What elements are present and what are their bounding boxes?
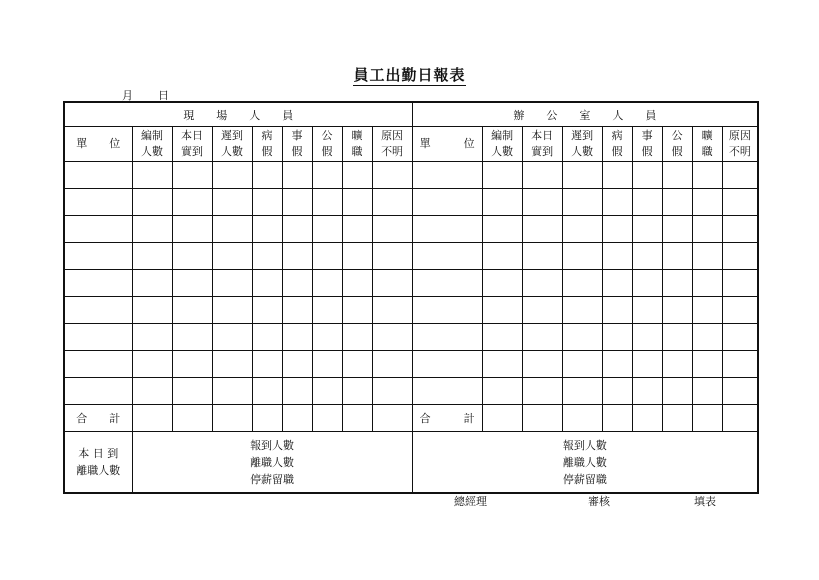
entry-cell[interactable] [282, 378, 312, 405]
col-present: 本日 實到 [172, 127, 212, 162]
entry-cell[interactable] [412, 270, 482, 297]
col-absent-office: 曠 職 [692, 127, 722, 162]
total-cell[interactable] [342, 405, 372, 432]
entry-cell[interactable] [172, 243, 212, 270]
total-cell[interactable] [692, 405, 722, 432]
entry-cell[interactable] [662, 378, 692, 405]
entry-cell[interactable] [64, 243, 132, 270]
entry-cell[interactable] [562, 216, 602, 243]
entry-cell[interactable] [372, 189, 412, 216]
entry-cell[interactable] [632, 243, 662, 270]
entry-cell[interactable] [562, 243, 602, 270]
col-personal-leave-office: 事 假 [632, 127, 662, 162]
total-cell[interactable] [632, 405, 662, 432]
entry-cell[interactable] [212, 162, 252, 189]
entry-cell[interactable] [252, 189, 282, 216]
table-row [64, 189, 758, 216]
entry-cell[interactable] [602, 216, 632, 243]
col-official-leave: 公 假 [312, 127, 342, 162]
note-suspended: 停薪留職 [250, 472, 295, 486]
entry-cell[interactable] [212, 189, 252, 216]
entry-cell[interactable] [562, 270, 602, 297]
table-row [64, 270, 758, 297]
entry-cell[interactable] [312, 324, 342, 351]
entry-cell[interactable] [282, 270, 312, 297]
entry-cell[interactable] [562, 378, 602, 405]
note-reported: 報到人數 [562, 438, 607, 452]
entry-cell[interactable] [172, 270, 212, 297]
entry-cell[interactable] [562, 162, 602, 189]
entry-cell[interactable] [662, 216, 692, 243]
entry-cell[interactable] [602, 378, 632, 405]
col-present-office: 本日 實到 [522, 127, 562, 162]
entry-cell[interactable] [482, 297, 522, 324]
date-month-label: 月 [122, 89, 133, 102]
entry-cell[interactable] [252, 162, 282, 189]
entry-cell[interactable] [312, 378, 342, 405]
entry-cell[interactable] [522, 351, 562, 378]
entry-cell[interactable] [602, 297, 632, 324]
entry-cell[interactable] [412, 243, 482, 270]
signature-filler: 填表 [694, 495, 716, 508]
entry-cell[interactable] [692, 297, 722, 324]
entry-cell[interactable] [252, 324, 282, 351]
entry-cell[interactable] [64, 297, 132, 324]
entry-cell[interactable] [64, 162, 132, 189]
total-label-office: 合 計 [412, 405, 482, 432]
entry-cell[interactable] [372, 216, 412, 243]
col-absent: 曠 職 [342, 127, 372, 162]
col-headcount: 編制 人數 [132, 127, 172, 162]
table-row [64, 243, 758, 270]
entry-cell[interactable] [662, 324, 692, 351]
entry-cell[interactable] [132, 216, 172, 243]
entry-cell[interactable] [562, 297, 602, 324]
entry-cell[interactable] [482, 351, 522, 378]
entry-cell[interactable] [602, 189, 632, 216]
entry-cell[interactable] [132, 243, 172, 270]
entry-cell[interactable] [172, 378, 212, 405]
entry-cell[interactable] [602, 243, 632, 270]
col-unit: 單 位 [64, 127, 132, 162]
total-label-site: 合 計 [64, 405, 132, 432]
entry-cell[interactable] [252, 270, 282, 297]
entry-cell[interactable] [602, 270, 632, 297]
entry-cell[interactable] [372, 351, 412, 378]
entry-cell[interactable] [522, 216, 562, 243]
total-cell[interactable] [172, 405, 212, 432]
entry-cell[interactable] [282, 324, 312, 351]
entry-cell[interactable] [522, 270, 562, 297]
entry-cell[interactable] [372, 378, 412, 405]
total-cell[interactable] [722, 405, 758, 432]
entry-cell[interactable] [692, 189, 722, 216]
entry-cell[interactable] [522, 297, 562, 324]
entry-cell[interactable] [632, 189, 662, 216]
entry-cell[interactable] [482, 216, 522, 243]
entry-cell[interactable] [412, 216, 482, 243]
entry-cell[interactable] [692, 162, 722, 189]
entry-cell[interactable] [602, 162, 632, 189]
date-day-label: 日 [158, 89, 169, 102]
signature-general-manager: 總經理 [454, 495, 487, 508]
entry-cell[interactable] [602, 324, 632, 351]
entry-cell[interactable] [372, 297, 412, 324]
entry-cell[interactable] [132, 297, 172, 324]
table-row [64, 297, 758, 324]
entry-cell[interactable] [722, 162, 758, 189]
entry-cell[interactable] [632, 216, 662, 243]
entry-cell[interactable] [342, 216, 372, 243]
entry-cell[interactable] [172, 189, 212, 216]
col-headcount-office: 編制 人數 [482, 127, 522, 162]
entry-cell[interactable] [312, 270, 342, 297]
signature-review: 審核 [588, 495, 610, 508]
footer-label: 本 日 到 離職人數 [64, 432, 132, 494]
total-cell[interactable] [482, 405, 522, 432]
entry-cell[interactable] [562, 189, 602, 216]
entry-cell[interactable] [632, 378, 662, 405]
section-header-site: 現 場 人 員 [64, 102, 412, 127]
entry-cell[interactable] [632, 297, 662, 324]
entry-cell[interactable] [282, 243, 312, 270]
table-row [64, 324, 758, 351]
table-row [64, 216, 758, 243]
total-cell[interactable] [212, 405, 252, 432]
entry-cell[interactable] [212, 351, 252, 378]
entry-cell[interactable] [64, 216, 132, 243]
col-unit-office: 單 位 [412, 127, 482, 162]
note-resigned: 離職人數 [562, 455, 607, 469]
footer-notes-site[interactable] [132, 432, 412, 494]
entry-cell[interactable] [722, 378, 758, 405]
entry-cell[interactable] [722, 216, 758, 243]
entry-cell[interactable] [722, 324, 758, 351]
entry-cell[interactable] [64, 351, 132, 378]
entry-cell[interactable] [64, 324, 132, 351]
entry-cell[interactable] [722, 270, 758, 297]
entry-cell[interactable] [522, 378, 562, 405]
entry-cell[interactable] [132, 162, 172, 189]
col-official-leave-office: 公 假 [662, 127, 692, 162]
entry-cell[interactable] [692, 351, 722, 378]
entry-cell[interactable] [482, 324, 522, 351]
entry-cell[interactable] [482, 270, 522, 297]
entry-cell[interactable] [412, 297, 482, 324]
entry-cell[interactable] [372, 324, 412, 351]
entry-cell[interactable] [282, 216, 312, 243]
entry-cell[interactable] [372, 243, 412, 270]
entry-cell[interactable] [132, 324, 172, 351]
entry-cell[interactable] [522, 162, 562, 189]
entry-cell[interactable] [662, 297, 692, 324]
entry-cell[interactable] [64, 378, 132, 405]
entry-cell[interactable] [172, 216, 212, 243]
table-row [64, 378, 758, 405]
entry-cell[interactable] [252, 351, 282, 378]
entry-cell[interactable] [722, 297, 758, 324]
note-reported: 報到人數 [250, 438, 295, 452]
note-suspended: 停薪留職 [562, 472, 607, 486]
entry-cell[interactable] [212, 378, 252, 405]
entry-cell[interactable] [212, 243, 252, 270]
entry-cell[interactable] [172, 324, 212, 351]
page-title: 員工出勤日報表 [353, 66, 466, 84]
entry-cell[interactable] [412, 378, 482, 405]
entry-cell[interactable] [312, 162, 342, 189]
entry-cell[interactable] [342, 270, 372, 297]
entry-cell[interactable] [252, 216, 282, 243]
entry-cell[interactable] [342, 378, 372, 405]
entry-cell[interactable] [482, 162, 522, 189]
entry-cell[interactable] [212, 324, 252, 351]
entry-cell[interactable] [342, 351, 372, 378]
entry-cell[interactable] [342, 162, 372, 189]
entry-cell[interactable] [252, 243, 282, 270]
entry-cell[interactable] [282, 162, 312, 189]
entry-cell[interactable] [342, 324, 372, 351]
entry-cell[interactable] [662, 243, 692, 270]
entry-cell[interactable] [692, 378, 722, 405]
total-cell[interactable] [372, 405, 412, 432]
col-late: 遲到 人數 [212, 127, 252, 162]
entry-cell[interactable] [722, 351, 758, 378]
col-unknown-reason: 原因 不明 [372, 127, 412, 162]
section-header-office: 辦 公 室 人 員 [412, 102, 758, 127]
attendance-table [63, 101, 759, 494]
entry-cell[interactable] [64, 270, 132, 297]
entry-cell[interactable] [662, 189, 692, 216]
entry-cell[interactable] [662, 162, 692, 189]
entry-cell[interactable] [312, 216, 342, 243]
entry-cell[interactable] [692, 243, 722, 270]
table-row [64, 162, 758, 189]
footer-notes-office[interactable] [412, 432, 758, 494]
total-cell[interactable] [522, 405, 562, 432]
col-personal-leave: 事 假 [282, 127, 312, 162]
entry-cell[interactable] [312, 351, 342, 378]
total-cell[interactable] [312, 405, 342, 432]
entry-cell[interactable] [412, 189, 482, 216]
entry-cell[interactable] [172, 351, 212, 378]
total-cell[interactable] [132, 405, 172, 432]
entry-cell[interactable] [64, 189, 132, 216]
entry-cell[interactable] [482, 243, 522, 270]
entry-cell[interactable] [632, 351, 662, 378]
total-cell[interactable] [602, 405, 632, 432]
entry-cell[interactable] [372, 270, 412, 297]
entry-cell[interactable] [342, 243, 372, 270]
entry-cell[interactable] [632, 324, 662, 351]
entry-cell[interactable] [692, 216, 722, 243]
entry-cell[interactable] [132, 270, 172, 297]
entry-cell[interactable] [172, 297, 212, 324]
entry-cell[interactable] [722, 243, 758, 270]
entry-cell[interactable] [252, 297, 282, 324]
entry-cell[interactable] [562, 324, 602, 351]
entry-cell[interactable] [522, 324, 562, 351]
note-resigned: 離職人數 [250, 455, 295, 469]
total-cell[interactable] [252, 405, 282, 432]
entry-cell[interactable] [212, 270, 252, 297]
entry-cell[interactable] [662, 270, 692, 297]
entry-cell[interactable] [172, 162, 212, 189]
entry-cell[interactable] [662, 351, 692, 378]
entry-cell[interactable] [312, 297, 342, 324]
col-unknown-reason-office: 原因 不明 [722, 127, 758, 162]
entry-cell[interactable] [522, 189, 562, 216]
total-cell[interactable] [282, 405, 312, 432]
entry-cell[interactable] [562, 351, 602, 378]
col-sick-leave: 病 假 [252, 127, 282, 162]
entry-cell[interactable] [412, 324, 482, 351]
entry-cell[interactable] [282, 351, 312, 378]
col-sick-leave-office: 病 假 [602, 127, 632, 162]
entry-cell[interactable] [212, 216, 252, 243]
entry-cell[interactable] [632, 162, 662, 189]
table-row [64, 351, 758, 378]
col-late-office: 遲到 人數 [562, 127, 602, 162]
entry-cell[interactable] [312, 243, 342, 270]
total-cell[interactable] [562, 405, 602, 432]
entry-cell[interactable] [342, 297, 372, 324]
entry-cell[interactable] [692, 270, 722, 297]
entry-cell[interactable] [372, 162, 412, 189]
entry-cell[interactable] [632, 270, 662, 297]
entry-cell[interactable] [602, 351, 632, 378]
entry-cell[interactable] [312, 189, 342, 216]
entry-cell[interactable] [412, 351, 482, 378]
entry-cell[interactable] [692, 324, 722, 351]
entry-cell[interactable] [132, 378, 172, 405]
entry-cell[interactable] [722, 189, 758, 216]
entry-cell[interactable] [482, 378, 522, 405]
entry-cell[interactable] [412, 162, 482, 189]
entry-cell[interactable] [252, 378, 282, 405]
entry-cell[interactable] [482, 189, 522, 216]
entry-cell[interactable] [282, 189, 312, 216]
entry-cell[interactable] [132, 351, 172, 378]
entry-cell[interactable] [282, 297, 312, 324]
entry-cell[interactable] [132, 189, 172, 216]
entry-cell[interactable] [522, 243, 562, 270]
entry-cell[interactable] [342, 189, 372, 216]
entry-cell[interactable] [212, 297, 252, 324]
total-cell[interactable] [662, 405, 692, 432]
